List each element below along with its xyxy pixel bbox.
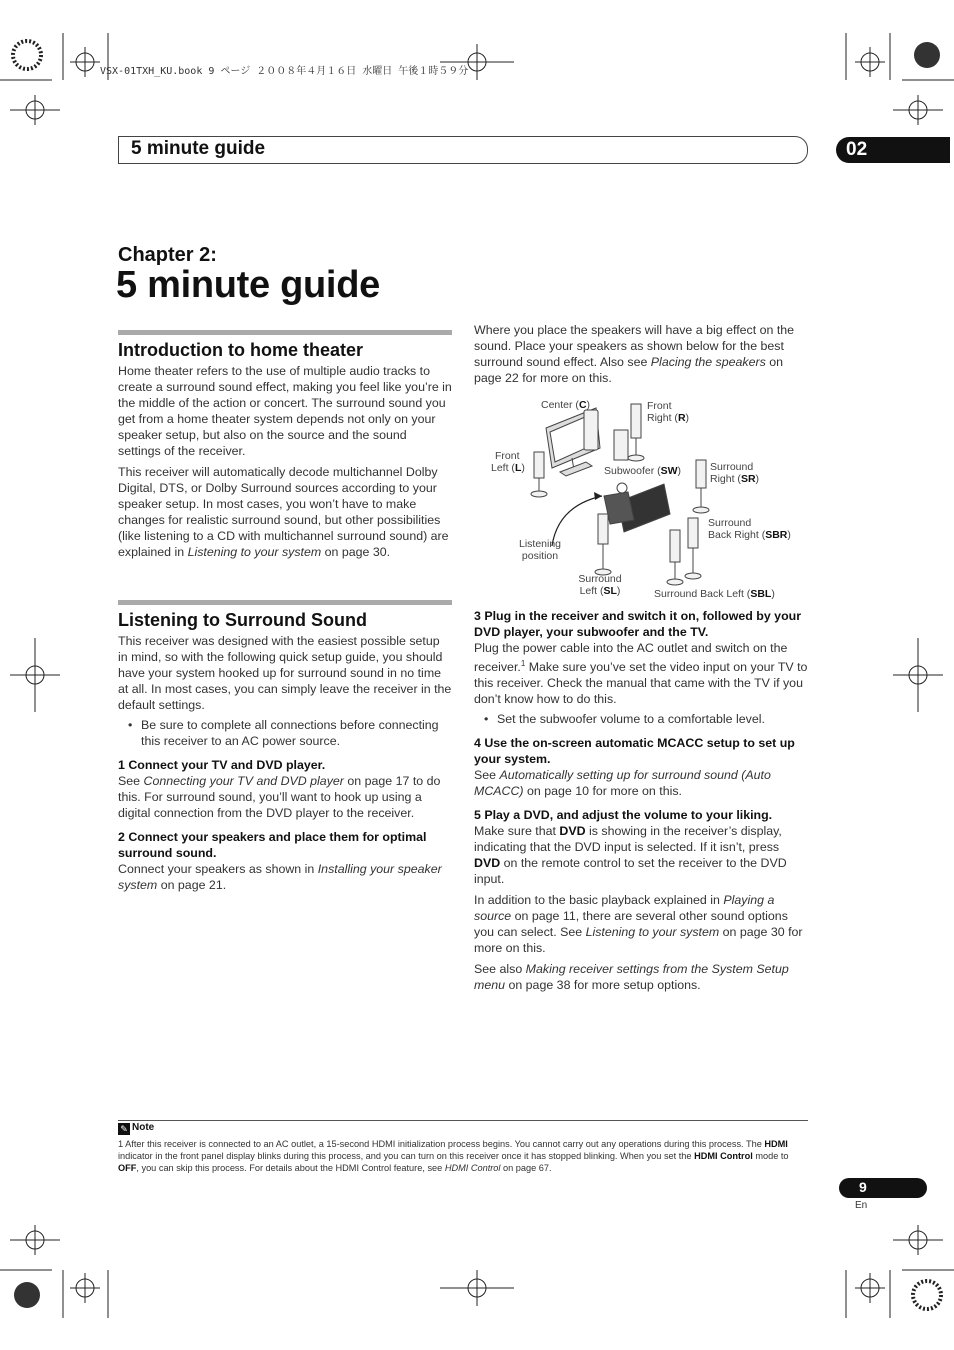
label-listening-position: Listening position — [518, 538, 562, 562]
header-title: 5 minute guide — [131, 138, 266, 159]
speaker-intro — [474, 322, 808, 386]
surround-back-left-speaker-icon — [667, 530, 683, 585]
speaker-layout-diagram — [474, 396, 808, 606]
note-divider — [118, 1120, 808, 1121]
step-5-text: Make sure that DVD is showing in the receiver’s display, indicating that the DVD input is selected. If it isn’t, press DVD on the remote control to set the receiver to the DVD input. — [474, 824, 787, 887]
section-heading-intro: Introduction to home theater — [118, 340, 363, 360]
intro-body — [118, 363, 452, 560]
label-surround-back-left: Surround Back Left (SBL) — [654, 588, 775, 600]
chapter-label: Chapter 2: — [118, 244, 217, 266]
surround-left-speaker-icon — [595, 514, 611, 575]
label-front-right: Front Right (R) — [647, 400, 690, 424]
bullet-item: • Set the subwoofer volume to a comfortable level. — [474, 711, 808, 727]
chapter-number: 02 — [846, 139, 868, 160]
label-subwoofer: Subwoofer (SW) — [604, 465, 682, 477]
intro-paragraph-1: Home theater refers to the use of multiple audio tracks to create a surround sound effect, making you feel like you’re in the middle of the action or concert. The surround sound you get from a home theater system depends not only on your speaker setup, but also on the source and the sound settings of the receiver. — [118, 364, 452, 458]
step-5-heading: 5 Play a DVD, and adjust the volume to your liking. — [474, 808, 773, 823]
front-left-speaker-icon — [531, 452, 547, 497]
speaker-paragraph: Where you place the speakers will have a big effect on the sound. Place your speakers as shown below for the best surround sound effect. Also see Placing the speakers on page 22 for more on this. — [474, 323, 795, 385]
playback-paragraph: In addition to the basic playback explained in Playing a source on page 11, there are several other sound options you can select. See Listening to your system on page 30 for more on this. — [474, 893, 803, 956]
surround-back-right-speaker-icon — [685, 518, 701, 579]
front-right-speaker-icon — [628, 404, 644, 461]
see-also-paragraph: See also Making receiver settings from the System Setup menu on page 38 for more setup options. — [474, 962, 789, 993]
note-heading: ✎ Note — [118, 1122, 154, 1135]
center-speaker-icon — [584, 410, 598, 450]
step-4-heading: 4 Use the on-screen automatic MCACC setup to set up your system. — [474, 736, 795, 767]
subwoofer-icon — [614, 430, 628, 460]
listener-icon — [617, 483, 627, 493]
chapter-title: 5 minute guide — [116, 264, 380, 306]
listening-paragraph-1: This receiver was designed with the easiest possible setup in mind, so with the following quick setup guide, you should have your system hooked up for surround sound in no time at all. In most cases, you can simply leave the receiver in the default settings. — [118, 634, 452, 712]
footnote-text: 1 After this receiver is connected to an AC outlet, a 15-second HDMI initialization process begins. You cannot carry out any operations during this process. The HDMI indicator in the front panel display blinks during this process, and you can turn on this receiver once it has stopped blinking. When you set the HDMI Control mode to OFF, you can skip this process. For details about the HDMI Control feature, see HDMI Control on page 67. — [118, 1139, 789, 1173]
section-bar — [118, 600, 452, 605]
step-3-heading: 3 Plug in the receiver and switch it on, followed by your DVD player, your subwoofer and the TV. — [474, 609, 802, 639]
file-info-line: VSX-01TXH_KU.book 9 ページ ２００８年４月１６日 水曜日 午後１時５９分 — [100, 66, 469, 77]
listening-body — [118, 633, 452, 893]
label-surround-left: Surround Left (SL) — [578, 573, 622, 597]
step-2-text: Connect your speakers as shown in Installing your speaker system on page 21. — [118, 862, 442, 892]
step-1-heading: 1 Connect your TV and DVD player. — [118, 758, 326, 772]
step-2-heading: 2 Connect your speakers and place them for optimal surround sound. — [118, 830, 427, 860]
intro-paragraph-2: This receiver will automatically decode multichannel Dolby Digital, DTS, or Dolby Surround sources according to your speaker setup. In most cases, you won’t have to make changes for realistic surround sound, but other possibilities (like listening to a CD with multichannel surround sound) are explained in Listening to your system on page 30. — [118, 465, 449, 559]
label-front-left: Front Left (L) — [491, 450, 525, 474]
sofa-icon — [604, 484, 670, 532]
section-bar — [118, 330, 452, 335]
note-pencil-icon: ✎ — [118, 1123, 130, 1135]
page-number-tab — [839, 1178, 927, 1198]
language-code: En — [855, 1200, 868, 1211]
bullet-item: • Be sure to complete all connections before connecting this receiver to an AC power source. — [118, 717, 452, 749]
page-number: 9 — [859, 1179, 867, 1195]
surround-right-speaker-icon — [693, 460, 709, 513]
step-1-text: See Connecting your TV and DVD player on page 17 to do this. For surround sound, you’ll want to hook up using a digital connection from the DVD player to the receiver. — [118, 774, 441, 820]
label-center: Center (C) — [541, 399, 591, 411]
step-3-text: Plug the power cable into the AC outlet and switch on the receiver.$^1$ Make sure you’ve set the video input on your TV to this receiver. Check the manual that came with the TV if you don’t know how to do this. — [474, 641, 808, 707]
section-heading-listening: Listening to Surround Sound — [118, 610, 367, 630]
label-surround-back-right: Surround Back Right (SBR) — [708, 517, 791, 541]
step-4-text: See Automatically setting up for surround sound (Auto MCACC) on page 10 for more on this. — [474, 768, 771, 799]
label-surround-right: Surround Right (SR) — [710, 461, 760, 485]
steps-3-5 — [474, 608, 808, 993]
